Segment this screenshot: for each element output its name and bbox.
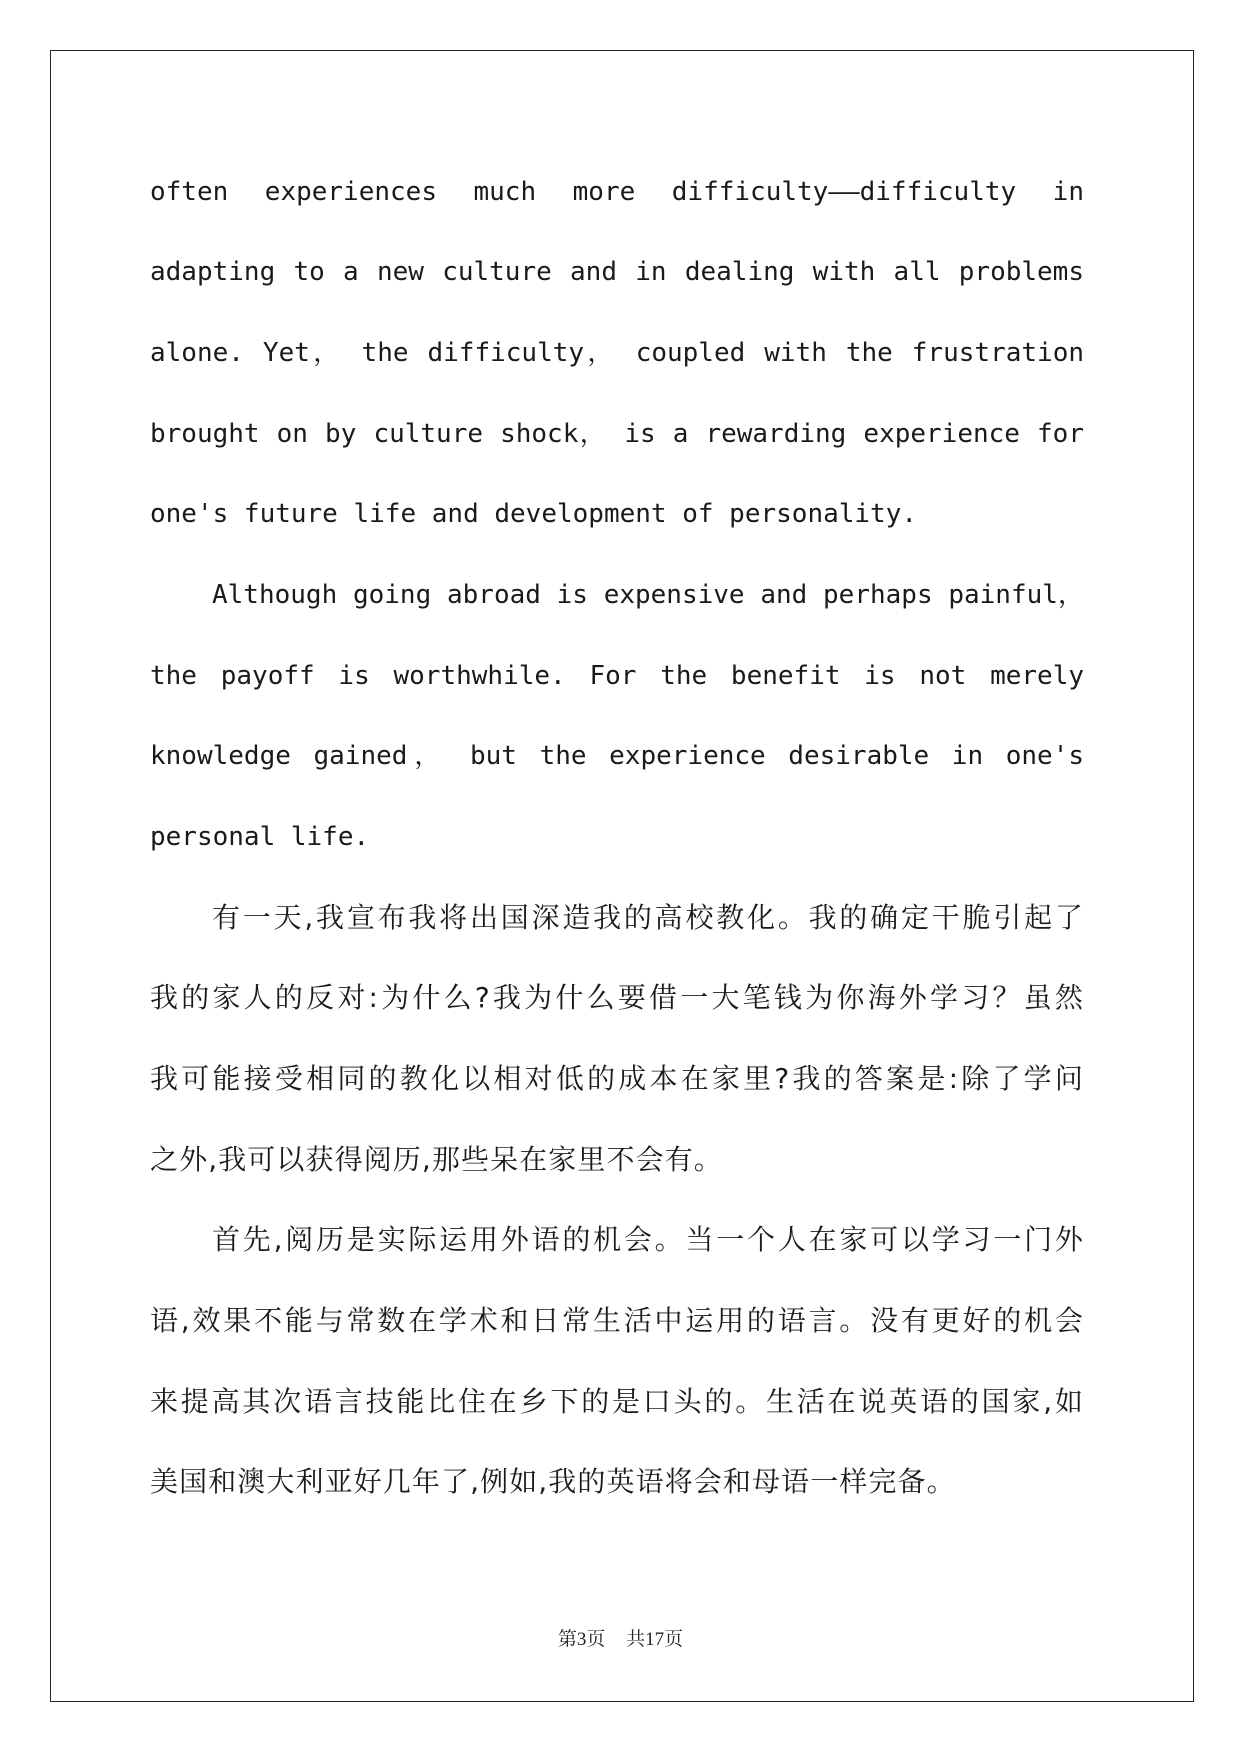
body-line: 来提高其次语言技能比住在乡下的是口头的。生活在说英语的国家,如 bbox=[150, 1385, 1084, 1418]
body-line: 语,效果不能与常数在学术和日常生活中运用的语言。没有更好的机会 bbox=[150, 1304, 1084, 1337]
body-line: personal life. bbox=[150, 822, 370, 852]
paragraph-first-line: 有一天,我宣布我将出国深造我的高校教化。我的确定干脆引起了 bbox=[212, 901, 1084, 934]
body-line: adapting to a new culture and in dealing with all problems bbox=[150, 257, 1084, 287]
body-line: one's future life and development of personality. bbox=[150, 499, 918, 529]
body-line: alone. Yet， the difficulty， coupled with the frustration bbox=[150, 338, 1084, 368]
body-line: 我可能接受相同的教化以相对低的成本在家里?我的答案是:除了学问 bbox=[150, 1062, 1084, 1095]
body-line: 美国和澳大利亚好几年了,例如,我的英语将会和母语一样完备。 bbox=[150, 1465, 956, 1498]
page-total: 共17页 bbox=[626, 1629, 684, 1650]
page-footer bbox=[0, 1624, 1241, 1651]
paragraph-first-line: 首先,阅历是实际运用外语的机会。当一个人在家可以学习一门外 bbox=[212, 1223, 1084, 1256]
body-line: brought on by culture shock， is a rewarding experience for bbox=[150, 419, 1084, 449]
body-line: knowledge gained， but the experience desirable in one's bbox=[150, 741, 1084, 771]
paragraph-first-line: Although going abroad is expensive and perhaps painful， bbox=[212, 580, 1084, 610]
body-line: 之外,我可以获得阅历,那些呆在家里不会有。 bbox=[150, 1143, 723, 1176]
page-border bbox=[50, 50, 1194, 1702]
body-line: 我的家人的反对:为什么?我为什么要借一大笔钱为你海外学习？虽然 bbox=[150, 981, 1084, 1014]
page-number: 第3页 bbox=[557, 1629, 606, 1650]
body-line: the payoff is worthwhile. For the benefit is not merely bbox=[150, 661, 1084, 691]
body-line: often experiences much more difficulty——difficulty in bbox=[150, 177, 1084, 207]
